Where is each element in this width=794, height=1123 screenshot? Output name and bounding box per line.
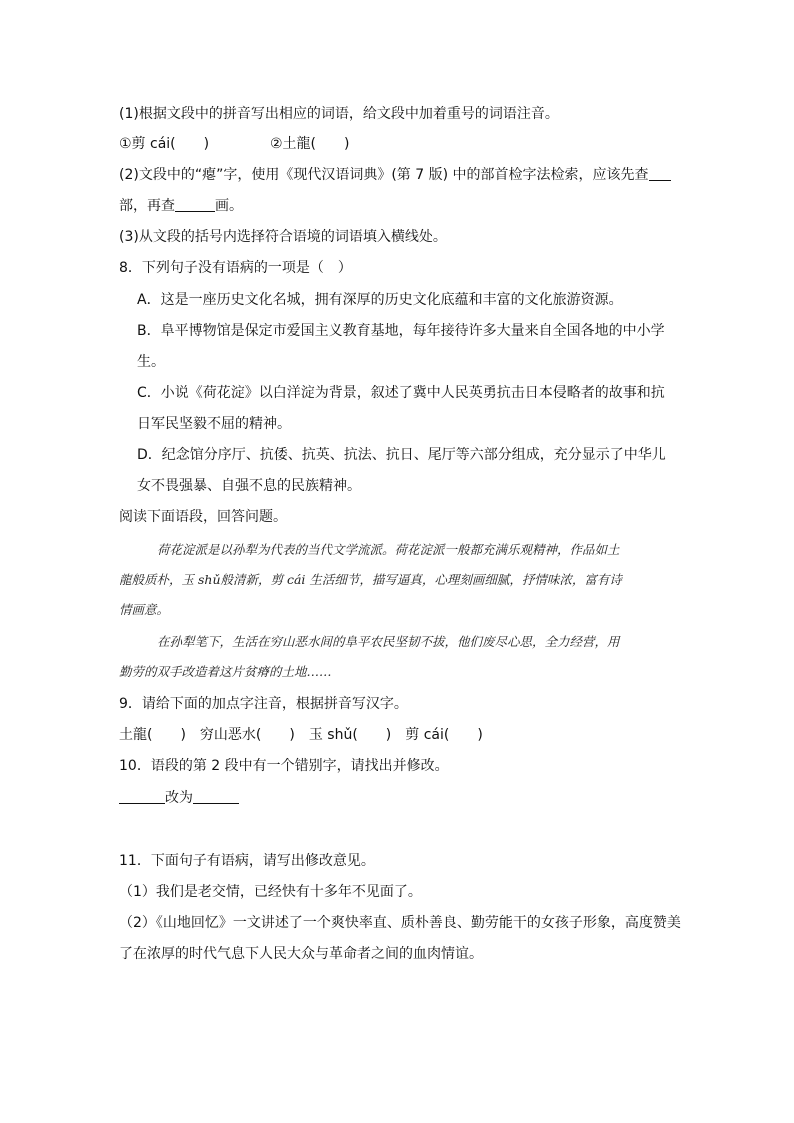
passage-p2-line1: 在孙犁笔下，生活在穷山恶水间的阜平农民坚韧不拔，他们废尽心思，全力经营，用 — [157, 634, 620, 649]
q7-part3: (3)从文段的括号内选择符合语境的词语填入横线处。 — [119, 229, 447, 245]
q11-sentence-2-line2: 了在浓厚的时代气息下人民大众与革命者之间的血肉情谊。 — [119, 946, 483, 962]
q8-option-b-line1: B．阜平博物馆是保定市爱国主义教育基地，每年接待许多大量来自全国各地的中小学 — [137, 323, 665, 339]
q10-change-to: 改为 — [165, 790, 193, 806]
q7-part2-line1 — [119, 165, 671, 185]
q8-option-a: A．这是一座历史文化名城，拥有深厚的历史文化底蕴和丰富的文化旅游资源。 — [137, 292, 623, 308]
q11-sentence-2-line1: （2）《山地回忆》一文讲述了一个爽快率直、质朴善良、勤劳能干的女孩子形象，高度赞美 — [119, 915, 681, 931]
q8-option-d-line1: D．纪念馆分序厅、抗倭、抗英、抗法、抗日、尾厅等六部分组成，充分显示了中华儿 — [137, 447, 666, 463]
q8-option-b-line2: 生。 — [137, 354, 165, 370]
q10-stem: 10．语段的第 2 段中有一个错别字，请找出并修改。 — [119, 758, 449, 774]
q11-stem: 11．下面句子有语病，请写出修改意见。 — [119, 853, 375, 869]
q7-part2-text: (2)文段中的“瘪”字，使用《现代汉语词典》(第 7 版) 中的部首检字法检索，应该先查 — [119, 167, 649, 183]
blank-line[interactable] — [119, 789, 165, 804]
q7-options — [119, 134, 349, 154]
passage-p1-line3: 情画意。 — [119, 602, 170, 617]
q8-option-c-line2: 日军民坚毅不屈的精神。 — [137, 416, 291, 432]
q8-option-c-line1: C．小说《荷花淀》以白洋淀为背景，叙述了冀中人民英勇抗击日本侵略者的故事和抗 — [137, 385, 665, 401]
q7-option-1: ①剪 cái( ) — [119, 136, 210, 152]
q7-part2-line2 — [119, 196, 243, 216]
blank-line[interactable] — [175, 197, 215, 212]
q7-part2-text-b1: 部，再查 — [119, 198, 175, 214]
q10-answer-line — [119, 788, 239, 808]
q7-part2-text-b2: 画。 — [215, 198, 243, 214]
q11-sentence-1: （1）我们是老交情，已经快有十多年不见面了。 — [119, 884, 422, 900]
q8-option-d-line2: 女不畏强暴、自强不息的民族精神。 — [137, 478, 361, 494]
passage-p1-line2: 龍般质朴，玉 shǔ般清新，剪 cái 生活细节，描写逼真，心理刻画细腻，抒情味浓，富有诗 — [119, 572, 622, 587]
q9-items: 土龍( ) 穷山恶水( ) 玉 shǔ( ) 剪 cái( ) — [119, 727, 483, 743]
blank-line[interactable] — [649, 166, 671, 181]
passage-p2-line2: 勤劳的双手改造着这片贫瘠的土地…… — [119, 664, 332, 679]
q9-stem: 9．请给下面的加点字注音，根据拼音写汉字。 — [119, 696, 408, 712]
reading-intro: 阅读下面语段，回答问题。 — [119, 509, 287, 525]
q8-stem: 8．下列句子没有语病的一项是（ ） — [119, 260, 352, 276]
blank-line[interactable] — [193, 789, 239, 804]
q7-part1: (1)根据文段中的拼音写出相应的词语，给文段中加着重号的词语注音。 — [119, 106, 559, 122]
q7-option-2: ②土龍( ) — [270, 136, 350, 152]
passage-p1-line1: 荷花淀派是以孙犁为代表的当代文学流派。荷花淀派一般都充满乐观精神，作品如土 — [157, 542, 620, 557]
